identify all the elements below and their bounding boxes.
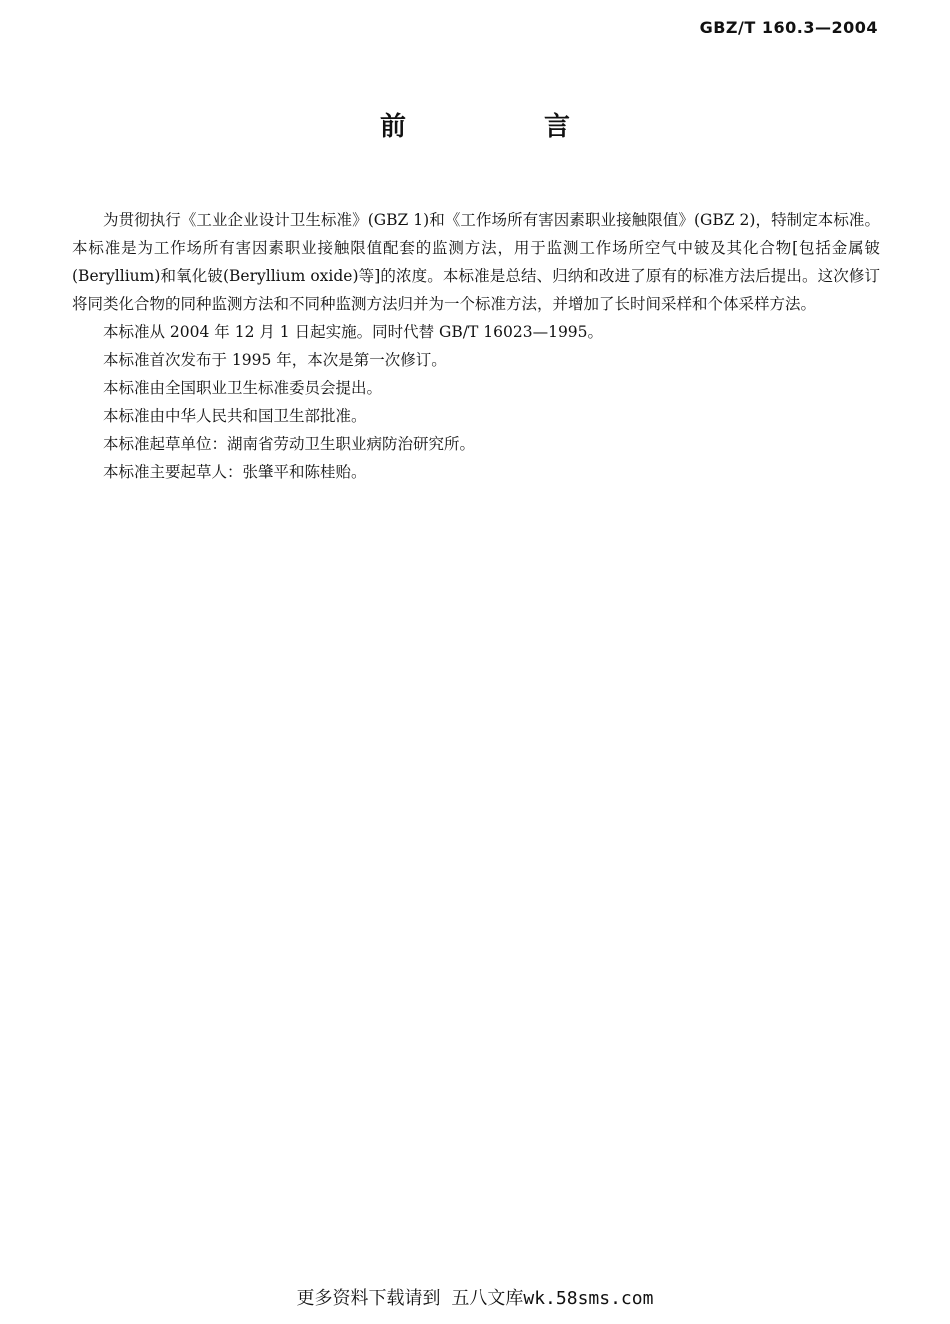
paragraph-effective-date: 本标准从 2004 年 12 月 1 日起实施。同时代替 GB/T 16023—1995。 xyxy=(103,323,604,341)
paragraph-approved-by: 本标准由中华人民共和国卫生部批准。 xyxy=(103,407,367,425)
download-footer: 更多资料下载请到 五八文库wk.58sms.com xyxy=(296,1288,654,1309)
page-title: 前 言 xyxy=(379,112,626,142)
paragraph-drafting-unit: 本标准起草单位：湖南省劳动卫生职业病防治研究所。 xyxy=(103,435,476,453)
standard-number-header: GBZ/T 160.3—2004 xyxy=(699,18,878,37)
paragraph-purpose: 为贯彻执行《工业企业设计卫生标准》(GBZ 1)和《工作场所有害因素职业接触限值》(GBZ 2)，特制定本标准。本标准是为工作场所有害因素职业接触限值配套的监测方法，用于监测工作场所空气中铍及其化合物[包括金属铍(Beryllium)和氧化铍(Beryllium oxide)等]的浓度。本标准是总结、归纳和改进了原有的标准方法后提出。这次修订将同类化合物的同种监测方法和不同种监测方法归并为一个标准方法，并增加了长时间采样和个体采样方法。 xyxy=(72,211,880,313)
paragraph-drafters: 本标准主要起草人：张肇平和陈桂贻。 xyxy=(103,463,367,481)
preface-body xyxy=(72,206,880,486)
paragraph-first-release: 本标准首次发布于 1995 年，本次是第一次修订。 xyxy=(103,351,447,369)
paragraph-proposed-by: 本标准由全国职业卫生标准委员会提出。 xyxy=(103,379,383,397)
